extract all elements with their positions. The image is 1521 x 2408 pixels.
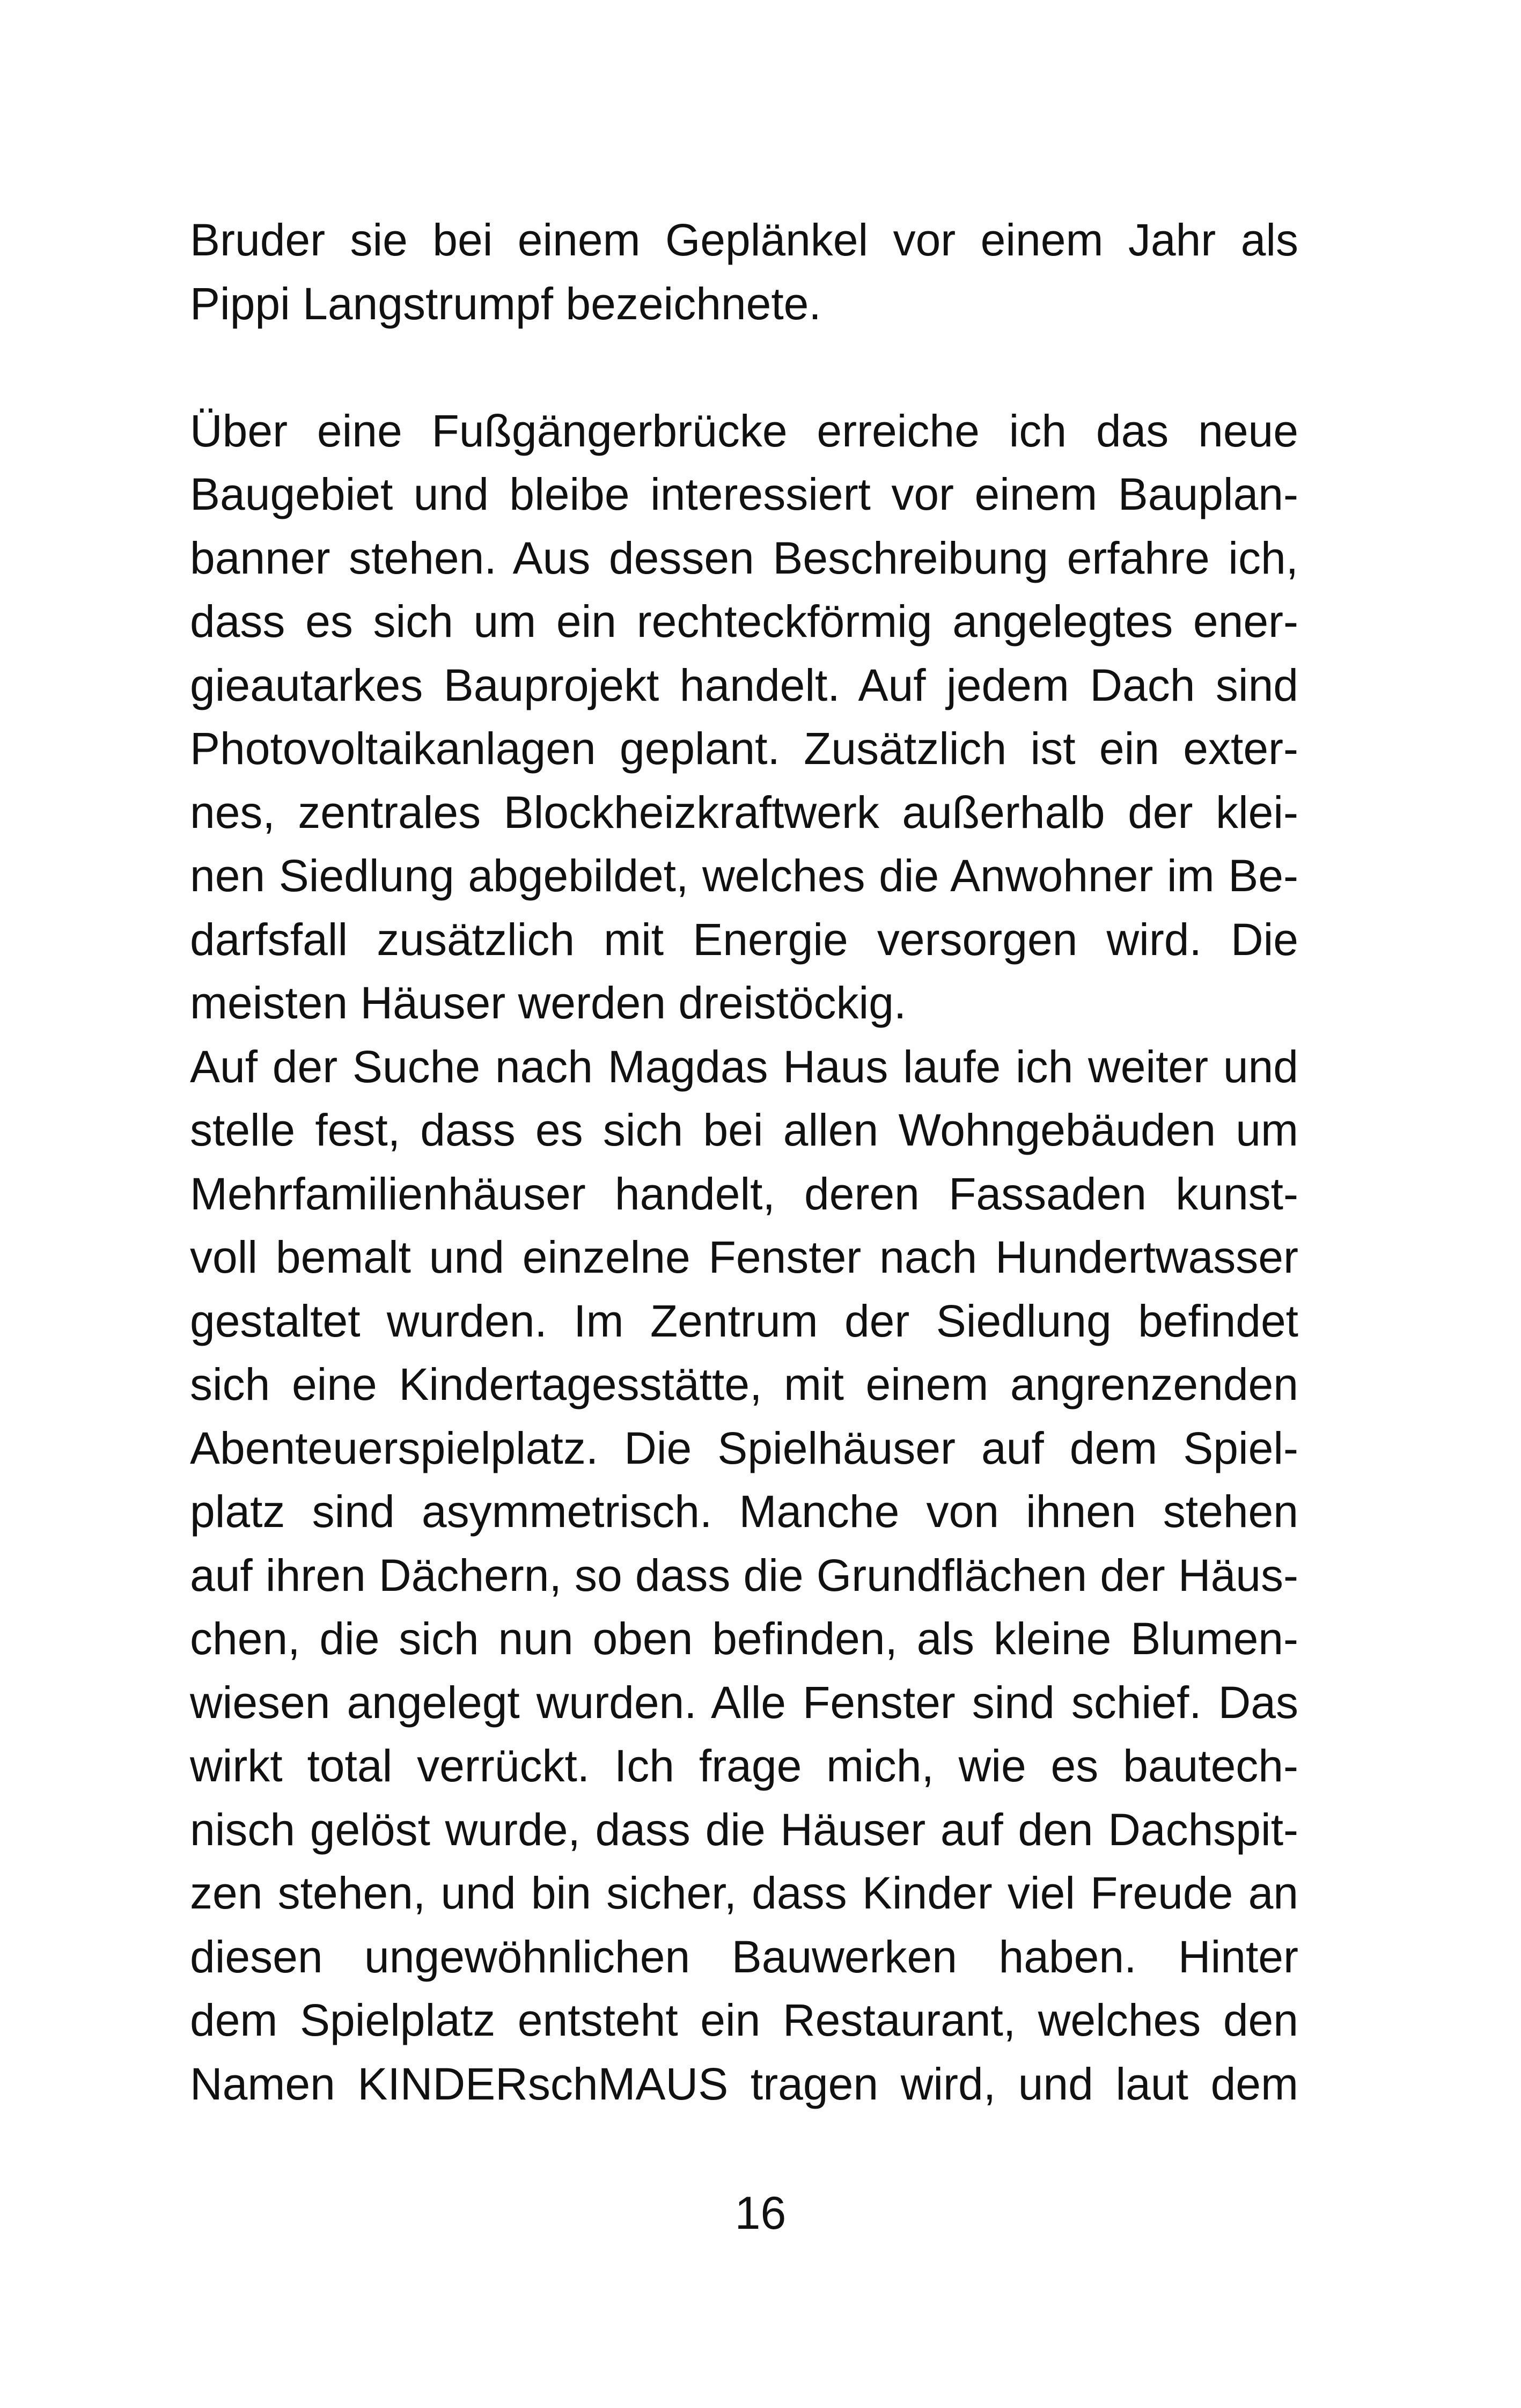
paragraph-3-line-8: platz sind asymmetrisch. Manche von ihnen stehen — [190, 1486, 1298, 1537]
paragraph-3-line-13: nisch gelöst wurde, dass die Häuser auf den Dachspit- — [190, 1804, 1298, 1855]
paragraph-2-line-9: darfsfall zusätzlich mit Energie versorgen wird. Die — [190, 914, 1298, 965]
paragraph-3-line-5: gestaltet wurden. Im Zentrum der Siedlung befindet — [190, 1295, 1298, 1346]
paragraph-3-line-2: stelle fest, dass es sich bei allen Wohngebäuden um — [190, 1105, 1298, 1155]
paragraph-2-line-6: Photovoltaikanlagen geplant. Zusätzlich ist ein exter- — [190, 723, 1298, 774]
paragraph-3-line-17: Namen KINDERschMAUS tragen wird, und laut dem — [190, 2058, 1298, 2109]
paragraph-2-line-3: banner stehen. Aus dessen Beschreibung erfahre ich, — [190, 532, 1298, 583]
paragraph-1-line-1: Bruder sie bei einem Geplänkel vor einem Jahr als — [190, 215, 1298, 265]
paragraph-3-line-11: wiesen angelegt wurden. Alle Fenster sind schief. Das — [190, 1677, 1298, 1728]
paragraph-1-line-2: Pippi Langstrumpf bezeichnete. — [190, 278, 821, 329]
paragraph-gap — [190, 335, 1298, 399]
paragraph-3-line-12: wirkt total verrückt. Ich frage mich, wie es bautech- — [190, 1741, 1298, 1791]
paragraph-2-line-1: Über eine Fußgängerbrücke erreiche ich das neue — [190, 405, 1298, 456]
paragraph-3-line-4: voll bemalt und einzelne Fenster nach Hundertwasser — [190, 1232, 1298, 1282]
paragraph-3-line-7: Abenteuerspielplatz. Die Spielhäuser auf dem Spiel- — [190, 1422, 1298, 1473]
paragraph-3-line-14: zen stehen, und bin sicher, dass Kinder viel Freude an — [190, 1868, 1298, 1918]
paragraph-3-line-10: chen, die sich nun oben befinden, als kleine Blumen- — [190, 1613, 1298, 1664]
page-number: 16 — [734, 2187, 787, 2239]
paragraph-3-line-3: Mehrfamilienhäuser handelt, deren Fassaden kunst- — [190, 1168, 1298, 1219]
paragraph-2-line-2: Baugebiet und bleibe interessiert vor einem Bauplan- — [190, 469, 1298, 519]
paragraph-2-line-5: gieautarkes Bauprojekt handelt. Auf jedem Dach sind — [190, 659, 1298, 710]
paragraph-2-line-8: nen Siedlung abgebildet, welches die Anwohner im Be- — [190, 850, 1298, 901]
paragraph-3-line-1: Auf der Suche nach Magdas Haus laufe ich weiter und — [190, 1041, 1298, 1092]
body-text — [190, 208, 1298, 2116]
paragraph-2-line-4: dass es sich um ein rechteckförmig angelegtes ener- — [190, 596, 1298, 647]
paragraph-2-line-7: nes, zentrales Blockheizkraftwerk außerhalb der klei- — [190, 787, 1298, 838]
paragraph-3-line-15: diesen ungewöhnlichen Bauwerken haben. Hinter — [190, 1931, 1298, 1982]
paragraph-3-line-6: sich eine Kindertagesstätte, mit einem angrenzenden — [190, 1359, 1298, 1409]
paragraph-3-line-16: dem Spielplatz entsteht ein Restaurant, welches den — [190, 1995, 1298, 2045]
paragraph-2-line-10: meisten Häuser werden dreistöckig. — [190, 978, 907, 1028]
paragraph-3-line-9: auf ihren Dächern, so dass die Grundflächen der Häus- — [190, 1550, 1298, 1601]
